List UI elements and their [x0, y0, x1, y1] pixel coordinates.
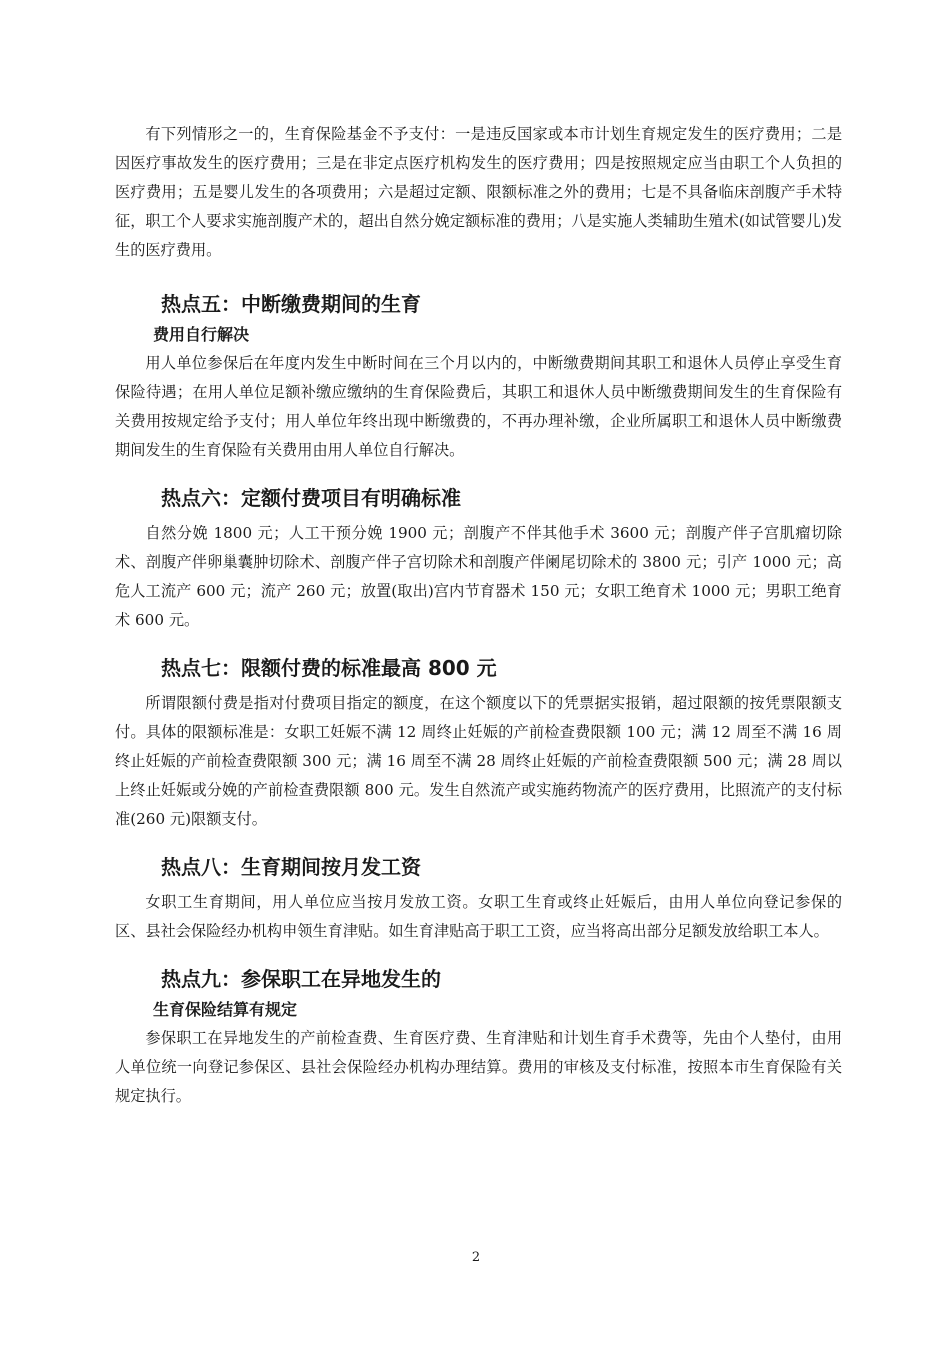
section-8-heading: 热点八：生育期间按月发工资 [161, 855, 421, 879]
section-9-subheading: 生育保险结算有规定 [153, 1000, 298, 1019]
intro-paragraph: 有下列情形之一的，生育保险基金不予支付：一是违反国家或本市计划生育规定发生的医疗费用；二是因医疗事故发生的医疗费用；三是在非定点医疗机构发生的医疗费用；四是按照规定应当由职工个人负担的医疗费用；五是婴儿发生的各项费用；六是超过定额、限额标准之外的费用；七是不具备临床剖腹产手术特征，职工个人要求实施剖腹产术的，超出自然分娩定额标准的费用；八是实施人类辅助生殖术(如试管婴儿)发生的医疗费用。 [115, 125, 842, 259]
section-5-body: 用人单位参保后在年度内发生中断时间在三个月以内的，中断缴费期间其职工和退休人员停止享受生育保险待遇；在用人单位足额补缴应缴纳的生育保险费后，其职工和退休人员中断缴费期间发生的生育保险有关费用按规定给予支付；用人单位年终出现中断缴费的，不再办理补缴，企业所属职工和退休人员中断缴费期间发生的生育保险有关费用由用人单位自行解决。 [115, 354, 842, 459]
section-6-heading: 热点六：定额付费项目有明确标准 [161, 486, 461, 510]
section-5-subheading: 费用自行解决 [153, 325, 250, 344]
document-page [115, 120, 842, 1111]
section-7-heading: 热点七：限额付费的标准最高 800 元 [161, 656, 497, 680]
page-number: 2 [471, 1250, 481, 1265]
section-5-heading: 热点五：中断缴费期间的生育 [161, 292, 421, 316]
section-7-body: 所谓限额付费是指对付费项目指定的额度，在这个额度以下的凭票据实报销，超过限额的按凭票限额支付。具体的限额标准是：女职工妊娠不满 12 周终止妊娠的产前检查费限额 100 元；满 12 周至不满 16 周终止妊娠的产前检查费限额 300 元；满 16 周至不满 28 周终止妊娠的产前检查费限额 500 元；满 28 周以上终止妊娠或分娩的产前检查费限额 800 元。发生自然流产或实施药物流产的医疗费用，比照流产的支付标准(260 元)限额支付。 [115, 694, 842, 828]
section-6-body: 自然分娩 1800 元；人工干预分娩 1900 元；剖腹产不伴其他手术 3600 元；剖腹产伴子宫肌瘤切除术、剖腹产伴卵巢囊肿切除术、剖腹产伴子宫切除术和剖腹产伴阑尾切除术的 3800 元；引产 1000 元；高危人工流产 600 元；流产 260 元；放置(取出)宫内节育器术 150 元；女职工绝育术 1000 元；男职工绝育术 600 元。 [115, 524, 842, 629]
section-9-body: 参保职工在异地发生的产前检查费、生育医疗费、生育津贴和计划生育手术费等，先由个人垫付，由用人单位统一向登记参保区、县社会保险经办机构办理结算。费用的审核及支付标准，按照本市生育保险有关规定执行。 [115, 1029, 842, 1105]
section-9-heading: 热点九：参保职工在异地发生的 [161, 967, 441, 991]
section-8-body: 女职工生育期间，用人单位应当按月发放工资。女职工生育或终止妊娠后，由用人单位向登记参保的区、县社会保险经办机构申领生育津贴。如生育津贴高于职工工资，应当将高出部分足额发放给职工本人。 [115, 893, 842, 940]
